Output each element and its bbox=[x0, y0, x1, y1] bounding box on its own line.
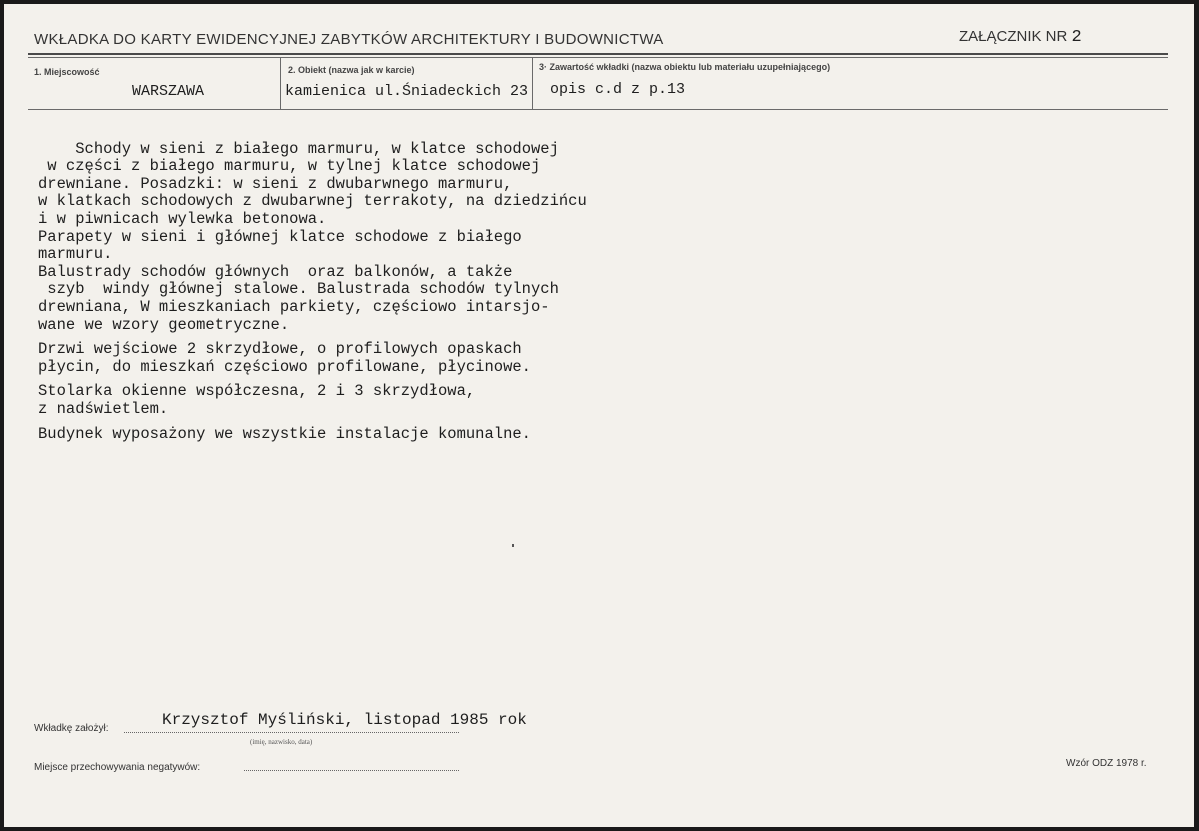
description-line: płycin, do mieszkań częściowo profilowane, płycinowe. bbox=[38, 357, 531, 376]
description-line: Drzwi wejściowe 2 skrzydłowe, o profilowych opaskach bbox=[38, 340, 522, 359]
annex-label bbox=[959, 28, 1082, 47]
description-line: marmuru. bbox=[38, 245, 113, 264]
annex-number: 2 bbox=[1071, 28, 1082, 47]
description-line: drewniana, W mieszkaniach parkiety, częściowo intarsjo- bbox=[38, 297, 550, 316]
storage-label: Miejsce przechowywania negatywów: bbox=[34, 762, 201, 773]
description-line: drewniane. Posadzki: w sieni z dwubarwnego marmuru, bbox=[38, 174, 513, 193]
fields-top-rule bbox=[28, 57, 1168, 58]
field-divider-2 bbox=[532, 57, 533, 109]
description-line: Schody w sieni z białego marmuru, w klatce schodowej bbox=[75, 139, 559, 158]
description-text bbox=[38, 123, 587, 461]
record-card bbox=[4, 4, 1194, 827]
form-title: WKŁADKA DO KARTY EWIDENCYJNEJ ZABYTKÓW ARCHITEKTURY I BUDOWNICTWA bbox=[34, 31, 664, 48]
fields-bottom-rule bbox=[28, 109, 1168, 110]
description-line: z nadświetlem. bbox=[38, 399, 169, 418]
field-label-locality: 1. Miejscowość bbox=[34, 67, 100, 77]
description-line: Stolarka okienne współczesna, 2 i 3 skrzydłowa, bbox=[38, 382, 476, 401]
founder-value: Krzysztof Myśliński, listopad 1985 rok bbox=[162, 711, 527, 729]
form-reference: Wzór ODZ 1978 r. bbox=[1066, 758, 1147, 769]
field-divider-1 bbox=[280, 57, 281, 109]
field-label-contents: 3· Zawartość wkładki (nazwa obiektu lub materiału uzupełniającego) bbox=[539, 62, 831, 72]
founder-hint: (imię, nazwisko, data) bbox=[250, 738, 313, 746]
field-value-object: kamienica ul.Śniadeckich 23 bbox=[285, 83, 529, 100]
paper-speck bbox=[512, 544, 514, 547]
description-line: wane we wzory geometryczne. bbox=[38, 315, 290, 334]
field-value-contents: opis c.d z p.13 bbox=[550, 81, 686, 98]
storage-dotted-line bbox=[244, 770, 459, 771]
description-line: Parapety w sieni i głównej klatce schodowe z białego bbox=[38, 227, 522, 246]
description-line: w klatkach schodowych z dwubarwnej terrakoty, na dziedzińcu bbox=[38, 192, 587, 211]
founder-label: Wkładkę założył: bbox=[34, 723, 109, 734]
description-line: w części z białego marmuru, w tylnej klatce schodowej bbox=[38, 157, 541, 176]
description-line: Balustrady schodów głównych oraz balkonów, a także bbox=[38, 262, 513, 281]
header-divider bbox=[28, 53, 1168, 55]
founder-dotted-line bbox=[124, 732, 459, 733]
description-line: i w piwnicach wylewka betonowa. bbox=[38, 209, 327, 228]
field-value-locality: WARSZAWA bbox=[132, 83, 205, 100]
annex-label-text: ZAŁĄCZNIK NR bbox=[959, 28, 1068, 45]
description-line: Budynek wyposażony we wszystkie instalacje komunalne. bbox=[38, 424, 531, 443]
description-line: szyb windy głównej stalowe. Balustrada schodów tylnych bbox=[38, 280, 559, 299]
field-label-object: 2. Obiekt (nazwa jak w karcie) bbox=[288, 65, 415, 75]
